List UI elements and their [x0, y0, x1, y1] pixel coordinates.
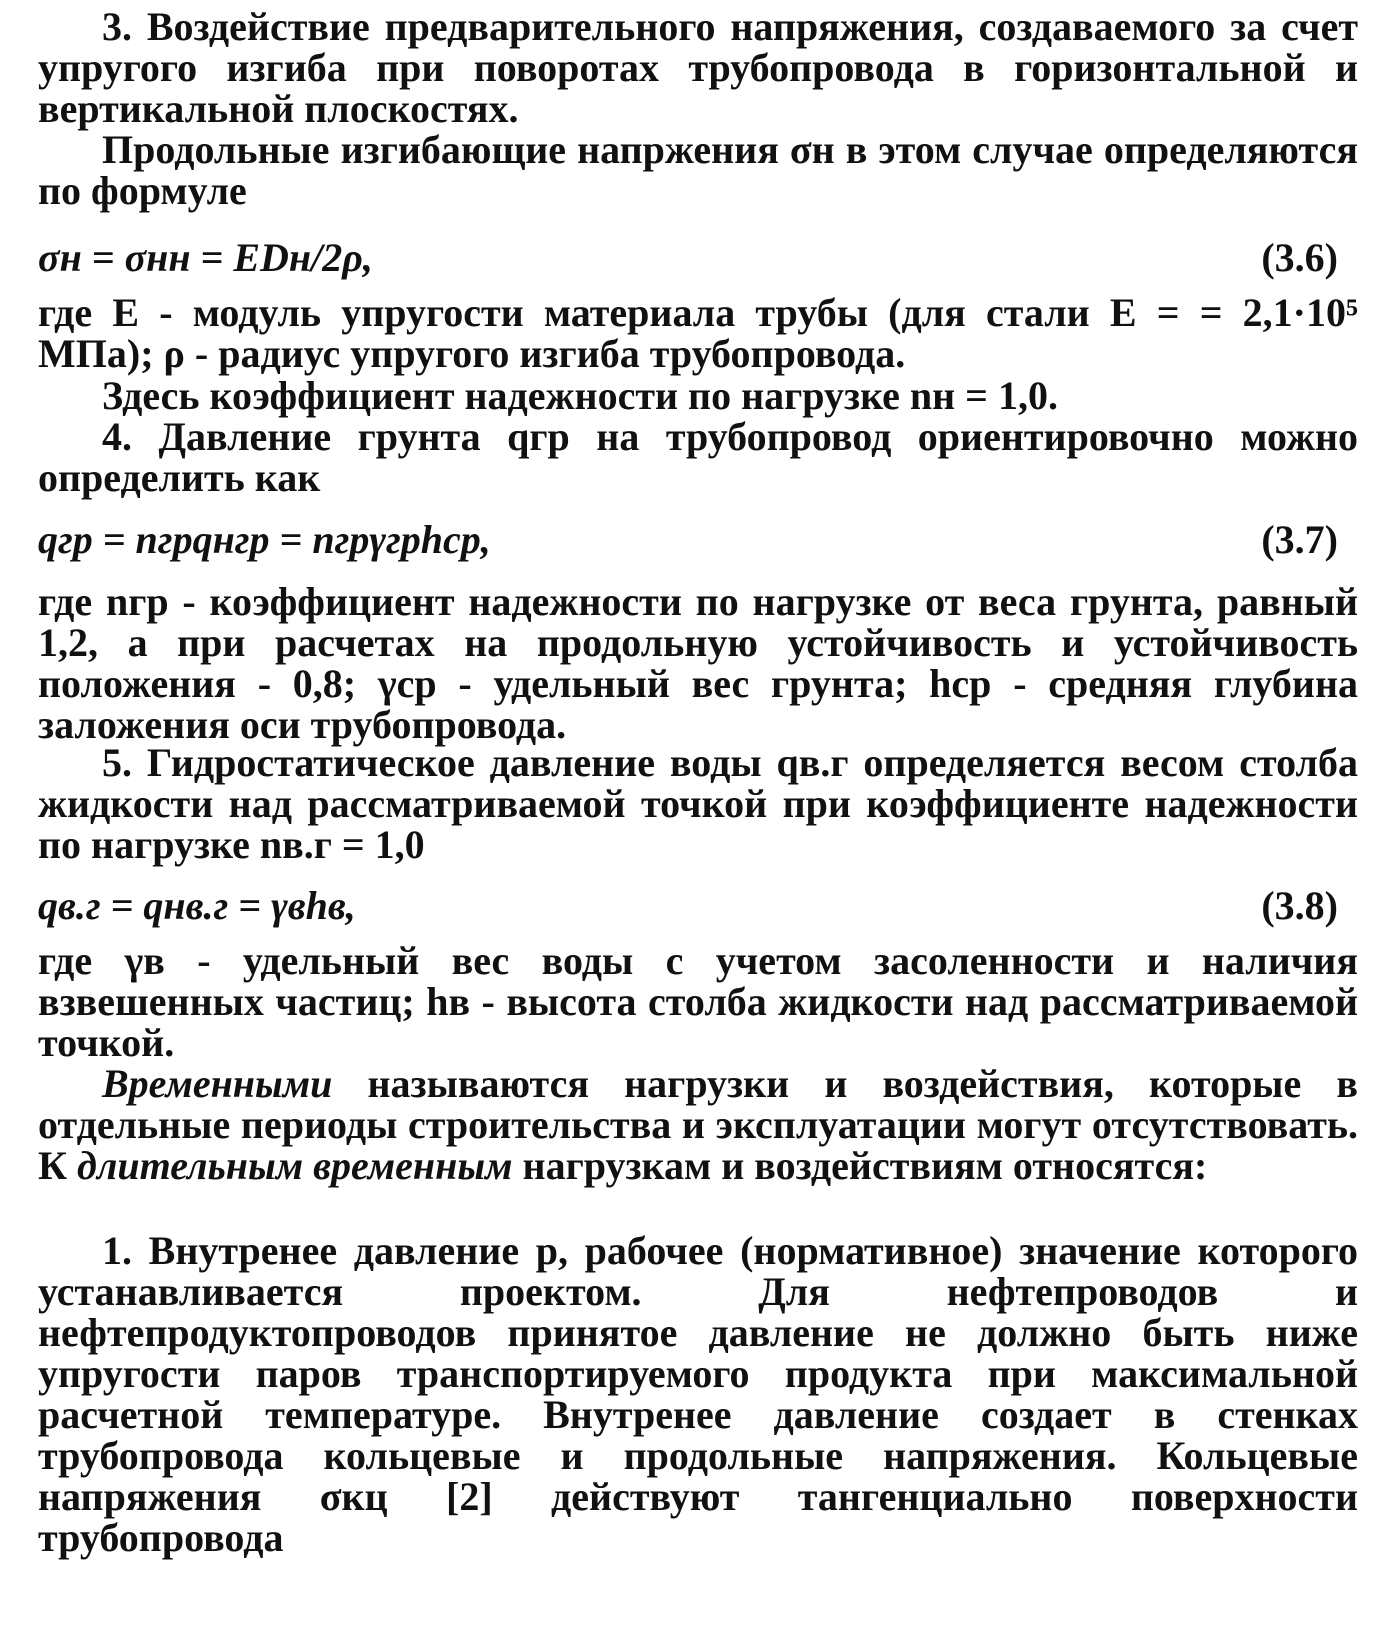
paragraph-item-4: 4. Давление грунта qгр на трубопровод ориентировочно можно определить как: [38, 414, 1358, 500]
paragraph-text: называются нагрузки и воздействия, которые в отдельные периоды строительства и эксплуатации могут отсутствовать. К: [38, 1061, 1358, 1188]
formula-3-7: [38, 518, 1338, 562]
paragraph-text: нагрузкам и воздействиям относятся:: [512, 1143, 1208, 1188]
paragraph-reliability-coefficient: Здесь коэффициент надежности по нагрузке nн = 1,0.: [102, 373, 1058, 418]
paragraph-where-e: где E - модуль упругости материала трубы (для стали E = = 2,1·10⁵ МПа); ρ - радиус упругого изгиба трубопровода.: [38, 290, 1358, 376]
paragraph-item-3: 3. Воздействие предварительного напряжения, создаваемого за счет упругого изгиба при поворотах трубопровода в горизонтальной и вертикальной плоскостях.: [38, 4, 1358, 131]
paragraph-item-5: 5. Гидростатическое давление воды qв.г определяется весом столба жидкости над рассматриваемой точкой при коэффициенте надежности по нагрузке nв.г = 1,0: [38, 740, 1358, 867]
formula-3-8: [38, 884, 1338, 928]
term-long-term-temporary: длительным временным: [77, 1143, 513, 1188]
paragraph-where-ngr: где nгр - коэффициент надежности по нагрузке от веса грунта, равный 1,2, а при расчетах на продольную устойчивость и устойчивость положения - 0,8; γср - удельный вес грунта; hср - средняя глубина заложения оси трубопровода.: [38, 579, 1358, 747]
formula-3-6: [38, 236, 1338, 280]
term-temporary: Временными: [102, 1061, 333, 1106]
paragraph-internal-pressure: 1. Внутренее давление p, рабочее (нормативное) значение которого устанавливается проектом. Для нефтепроводов и нефтепродуктопроводов принятое давление не должно быть ниже упругости паров транспортируемого продукта при максимальной расчетной температуре. Внутренее давление создает в стенках трубопровода кольцевые и продольные напряжения. Кольцевые напряжения σкц [2] действуют тангенциально поверхности трубопровода: [38, 1228, 1358, 1560]
paragraph-where-gamma: где γв - удельный вес воды с учетом засоленности и наличия взвешенных частиц; hв - высота столба жидкости над рассматриваемой точкой.: [38, 938, 1358, 1065]
formula-number: (3.6): [1261, 235, 1338, 280]
paragraph-bending-stress: Продольные изгибающие напржения σн в этом случае определяются по формуле: [38, 127, 1358, 213]
formula-expression: qгр = nгрqнгр = nгрγгрhср,: [38, 517, 491, 562]
paragraph-temporary-loads: [38, 1063, 1358, 1186]
formula-expression: qв.г = qнв.г = γвhв,: [38, 883, 356, 928]
formula-expression: σн = σнн = EDн/2ρ,: [38, 235, 373, 280]
formula-number: (3.8): [1261, 883, 1338, 928]
formula-number: (3.7): [1261, 517, 1338, 562]
